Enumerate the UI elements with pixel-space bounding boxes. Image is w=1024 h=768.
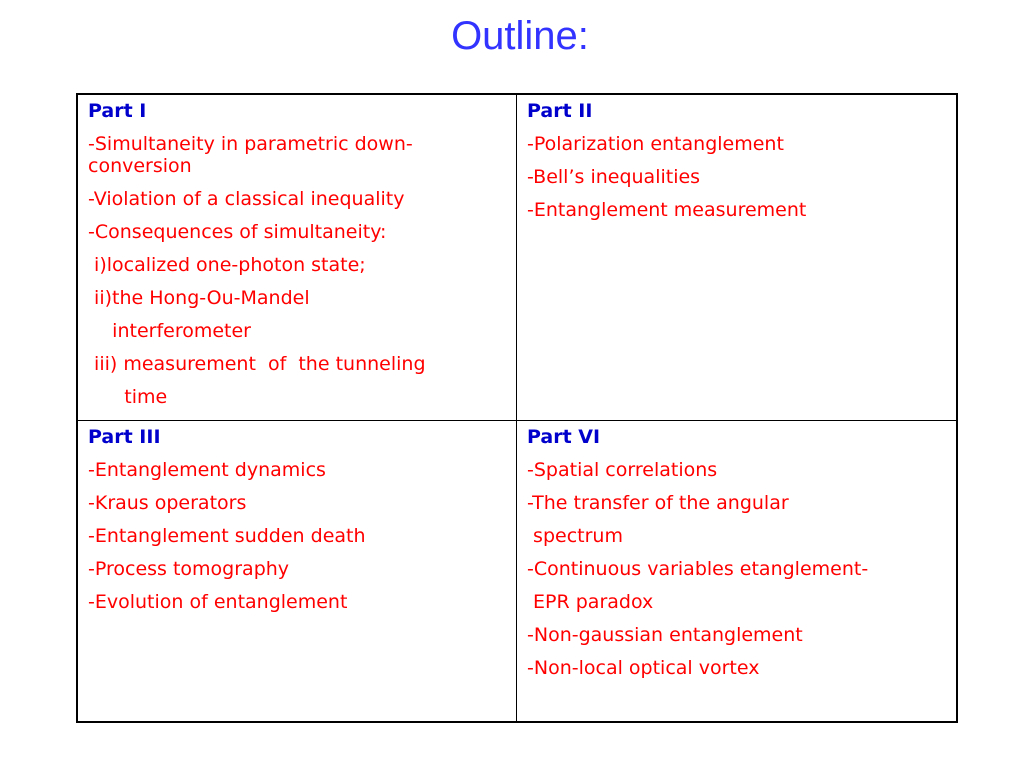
list-item: -Entanglement dynamics: [88, 459, 326, 481]
list-item: -Polarization entanglement: [527, 133, 784, 155]
list-item: -Non-local optical vortex: [527, 657, 760, 679]
list-item: -Kraus operators: [88, 492, 247, 514]
slide-title: Outline:: [451, 14, 589, 58]
table-cell-part-1: [78, 95, 517, 421]
list-item: iii) measurement of the tunneling: [88, 353, 426, 375]
list-item: -Entanglement measurement: [527, 199, 807, 221]
table-cell-part-3: [78, 421, 517, 721]
list-item: spectrum: [527, 525, 623, 547]
cell-heading: Part II: [527, 100, 593, 122]
list-item: EPR paradox: [527, 591, 654, 613]
table-cell-part-4: [517, 421, 956, 721]
list-item: ii)the Hong-Ou-Mandel: [88, 287, 310, 309]
list-item: -Continuous variables etanglement-: [527, 558, 869, 580]
list-item: -Non-gaussian entanglement: [527, 624, 803, 646]
list-item: -Violation of a classical inequality: [88, 188, 405, 210]
list-item: -Spatial correlations: [527, 459, 718, 481]
list-item: -Evolution of entanglement: [88, 591, 348, 613]
table-cell-part-2: [517, 95, 956, 421]
cell-heading: Part I: [88, 100, 147, 122]
list-item: -Simultaneity in parametric down- conversion: [88, 133, 413, 177]
list-item: -Process tomography: [88, 558, 290, 580]
list-item: -Consequences of simultaneity:: [88, 221, 387, 243]
cell-heading: Part VI: [527, 426, 601, 448]
list-item: i)localized one-photon state;: [88, 254, 366, 276]
list-item: interferometer: [88, 320, 251, 342]
list-item: -Bell’s inequalities: [527, 166, 701, 188]
list-item: -The transfer of the angular: [527, 492, 789, 514]
list-item: time: [88, 386, 168, 408]
cell-heading: Part III: [88, 426, 161, 448]
list-item: -Entanglement sudden death: [88, 525, 366, 547]
outline-table: [76, 93, 958, 723]
